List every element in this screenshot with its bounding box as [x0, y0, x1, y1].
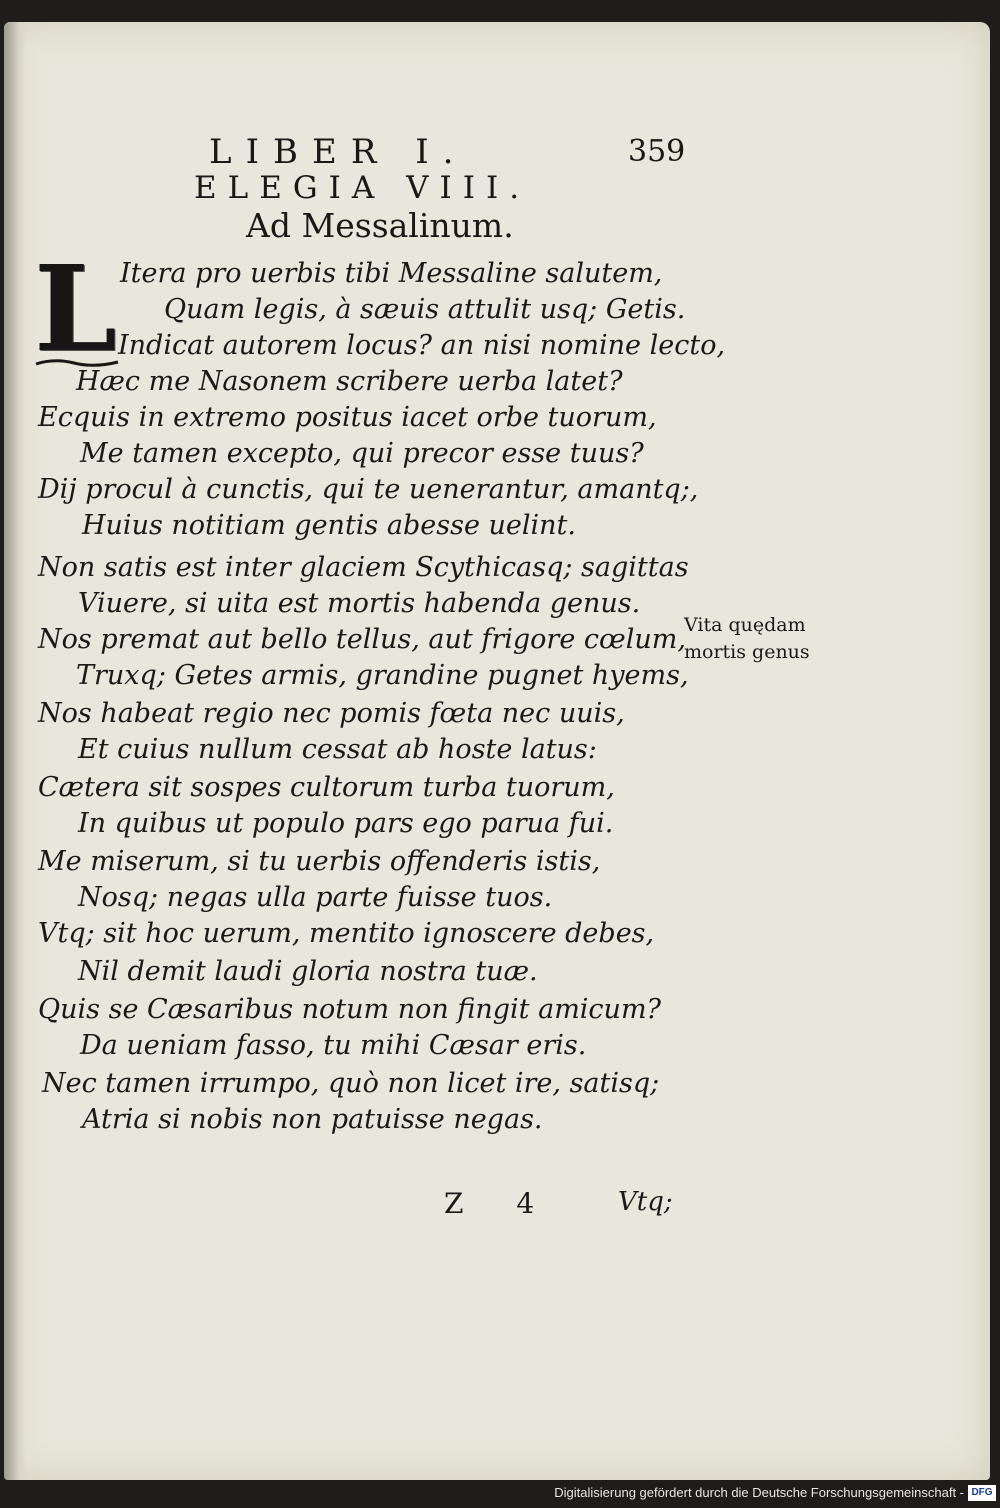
verse-line: Me miserum, si tu uerbis offenderis istis, [38, 846, 601, 877]
verse-line: Nos premat aut bello tellus, aut frigore cœlum, [38, 624, 686, 655]
verse-line: Cætera sit sospes cultorum turba tuorum, [38, 772, 615, 803]
verse-line: Da ueniam fasso, tu mihi Cæsar eris. [80, 1030, 587, 1061]
digitization-footer [0, 1480, 1000, 1508]
signature-mark: Z 4 [444, 1187, 557, 1220]
verse-line: Atria si nobis non patuisse negas. [82, 1104, 543, 1135]
verse-line: Dij procul à cunctis, qui te uenerantur, amantq;, [38, 474, 699, 505]
page-gutter [4, 22, 26, 1480]
verse-line: Nec tamen irrumpo, quò non licet ire, satisq; [42, 1068, 660, 1099]
running-title: LIBER I. [209, 132, 468, 172]
verse-line: In quibus ut populo pars ego parua fui. [78, 808, 614, 839]
verse-line: Truxq; Getes armis, grandine pugnet hyems, [76, 660, 689, 691]
verse-line: Quam legis, à sæuis attulit usq; Getis. [164, 294, 686, 325]
book-page [4, 22, 990, 1480]
verse-line: Me tamen excepto, qui precor esse tuus? [80, 438, 644, 469]
verse-line: Nil demit laudi gloria nostra tuæ. [78, 956, 538, 987]
marginal-note [684, 612, 810, 666]
decorated-initial: L [34, 239, 117, 378]
elegy-address: Ad Messalinum. [246, 206, 514, 245]
verse-line: Et cuius nullum cessat ab hoste latus: [78, 734, 597, 765]
verse-line: Quis se Cæsaribus notum non fingit amicum? [38, 994, 662, 1025]
verse-line: Vtq; sit hoc uerum, mentito ignoscere debes, [38, 918, 655, 949]
verse-line: Itera pro uerbis tibi Messaline salutem, [120, 258, 663, 289]
dfg-logo-icon: DFG [968, 1485, 996, 1501]
catchword: Vtq; [618, 1187, 673, 1217]
verse-line: Huius notitiam gentis abesse uelint. [82, 510, 576, 541]
page-number: 359 [628, 134, 686, 169]
marginal-note-line: Vita quędam [684, 614, 806, 636]
verse-line: Non satis est inter glaciem Scythicasq; sagittas [38, 552, 689, 583]
verse-line: Nosq; negas ulla parte fuisse tuos. [78, 882, 553, 913]
verse-line: Viuere, si uita est mortis habenda genus. [78, 588, 641, 619]
verse-line: Hæc me Nasonem scribere uerba latet? [76, 366, 623, 397]
verse-line: Indicat autorem locus? an nisi nomine lecto, [118, 330, 726, 361]
verse-line: Nos habeat regio nec pomis fœta nec uuis, [38, 698, 625, 729]
digitization-credit: Digitalisierung gefördert durch die Deutsche Forschungsgemeinschaft - [554, 1485, 964, 1500]
elegy-title: ELEGIA VIII. [194, 170, 531, 206]
verse-line: Ecquis in extremo positus iacet orbe tuorum, [38, 402, 657, 433]
marginal-note-line: mortis genus [684, 641, 810, 663]
